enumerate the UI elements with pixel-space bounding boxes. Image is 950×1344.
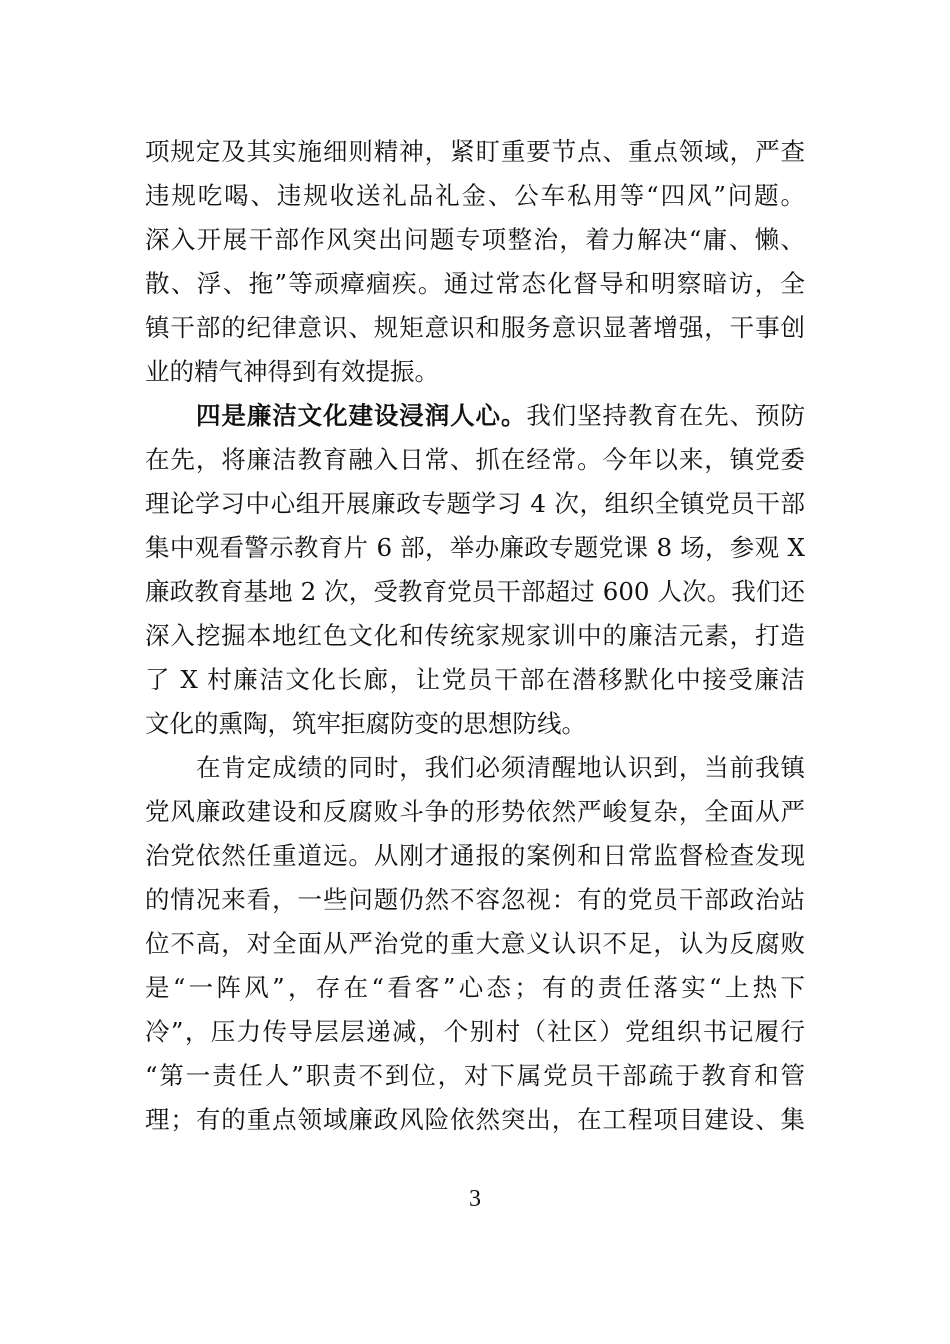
paragraph-line: 镇干部的纪律意识、规矩意识和服务意识显著增强，干事创 [145, 313, 805, 342]
paragraph-line: 治党依然任重道远。从刚才通报的案例和日常监督检查发现 [145, 841, 805, 870]
paragraph-heading: 四是廉洁文化建设浸润人心。 [196, 401, 527, 430]
paragraph-line: “第一责任人”职责不到位，对下属党员干部疏于教育和管 [145, 1061, 805, 1090]
paragraph-line: 深入挖掘本地红色文化和传统家规家训中的廉洁元素，打造 [145, 621, 805, 650]
paragraph-line: 是“一阵风”，存在“看客”心态；有的责任落实“上热下 [145, 973, 805, 1002]
paragraph-line: 违规吃喝、违规收送礼品礼金、公车私用等“四风”问题。 [145, 181, 805, 210]
paragraph-line: 在先，将廉洁教育融入日常、抓在经常。今年以来，镇党委 [145, 445, 805, 474]
paragraph-line: 了 X 村廉洁文化长廊，让党员干部在潜移默化中接受廉洁 [145, 665, 805, 694]
paragraph-line: 理；有的重点领域廉政风险依然突出，在工程项目建设、集 [145, 1105, 805, 1134]
paragraph-line: 的情况来看，一些问题仍然不容忽视：有的党员干部政治站 [145, 885, 805, 914]
paragraph-line: 集中观看警示教育片 6 部，举办廉政专题党课 8 场，参观 X [145, 533, 805, 562]
paragraph-line: 党风廉政建设和反腐败斗争的形势依然严峻复杂，全面从严 [145, 797, 805, 826]
paragraph-line: 深入开展干部作风突出问题专项整治，着力解决“庸、懒、 [145, 225, 805, 254]
paragraph-line: 在肯定成绩的同时，我们必须清醒地认识到，当前我镇 [196, 753, 805, 782]
paragraph-line: 位不高，对全面从严治党的重大意义认识不足，认为反腐败 [145, 929, 805, 958]
paragraph-line: 廉政教育基地 2 次，受教育党员干部超过 600 人次。我们还 [145, 577, 805, 606]
paragraph-line: 项规定及其实施细则精神，紧盯重要节点、重点领域，严查 [145, 137, 805, 166]
paragraph-text: 我们坚持教育在先、预防 [526, 401, 806, 430]
page-number: 3 [469, 1186, 481, 1212]
paragraph-line: 文化的熏陶，筑牢拒腐防变的思想防线。 [145, 709, 586, 738]
paragraph-line: 散、浮、拖”等顽瘴痼疾。通过常态化督导和明察暗访，全 [145, 269, 805, 298]
paragraph-line: 理论学习中心组开展廉政专题学习 4 次，组织全镇党员干部 [145, 489, 805, 518]
paragraph-line [196, 394, 805, 438]
paragraph-line: 业的精气神得到有效提振。 [145, 357, 439, 386]
paragraph-line: 冷”，压力传导层层递减，个别村（社区）党组织书记履行 [145, 1017, 805, 1046]
